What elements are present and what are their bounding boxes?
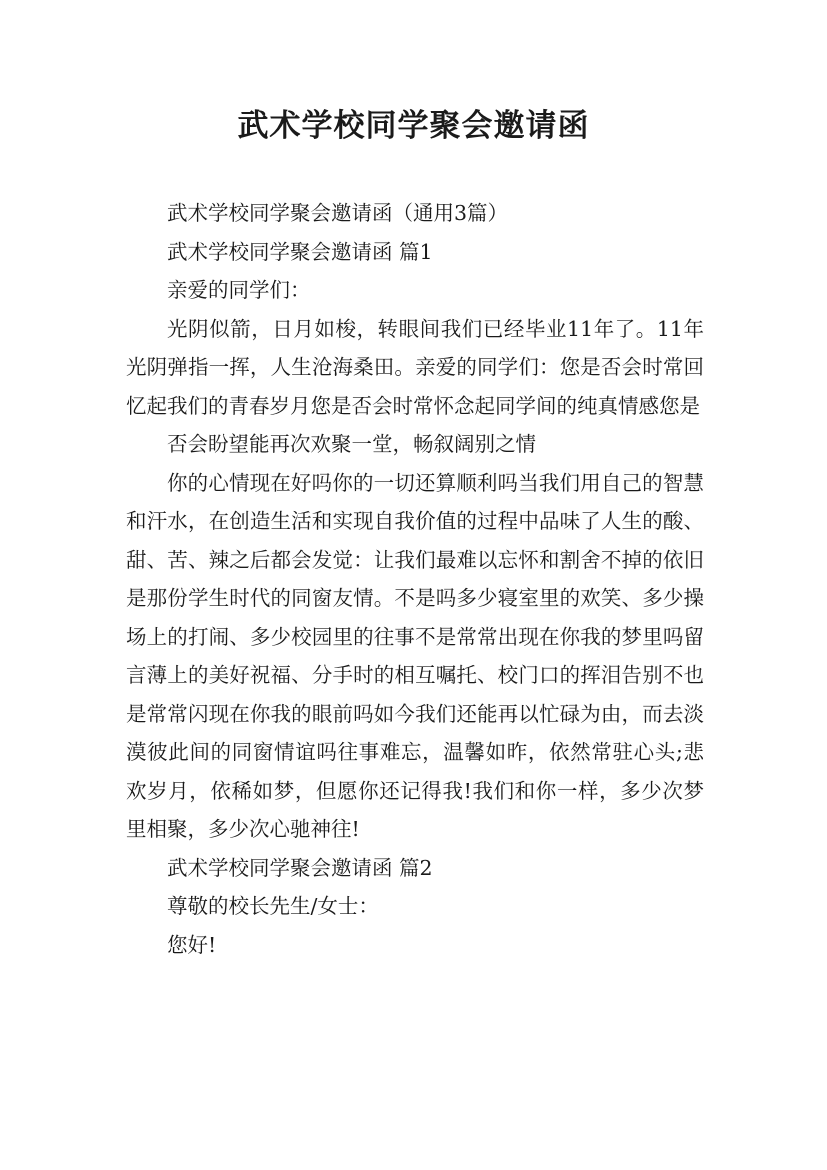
paragraph-body-1: 光阴似箭，日月如梭，转眼间我们已经毕业11年了。11年光阴弹指一挥，人生沧海桑田。亲爱的同学们：您是否会时常回忆起我们的青春岁月您是否会时常怀念起同学间的纯真情感您是 xyxy=(126,316,704,418)
paragraph-body-3: 你的心情现在好吗你的一切还算顺利吗当我们用自己的智慧和汗水，在创造生活和实现自我价值的过程中品味了人生的酸、甜、苦、辣之后都会发觉：让我们最难以忘怀和割舍不掉的依旧是那份学生时代的同窗友情。不是吗多少寝室里的欢笑、多少操场上的打闹、多少校园里的往事不是常常出现在你我的梦里吗留言薄上的美好祝福、分手时的相互嘱托、校门口的挥泪告别不也是常常闪现在你我的眼前吗如今我们还能再以忙碌为由，而去淡漠彼此间的同窗情谊吗往事难忘，温馨如昨，依然常驻心头;悲欢岁月，依稀如梦，但愿你还记得我!我们和你一样，多少次梦里相聚，多少次心驰神往! xyxy=(126,470,704,841)
paragraph-salutation-2: 尊敬的校长先生/女士： xyxy=(167,894,379,918)
paragraph-section-heading-1: 武术学校同学聚会邀请函 篇1 xyxy=(167,239,433,264)
paragraph-body-2: 否会盼望能再次欢聚一堂，畅叙阔别之情 xyxy=(167,432,536,456)
paragraph-salutation-1: 亲爱的同学们： xyxy=(167,278,311,302)
document-title: 武术学校同学聚会邀请函 xyxy=(237,108,590,144)
document-body xyxy=(126,194,704,964)
paragraph-greeting: 您好! xyxy=(167,932,217,957)
paragraph-subtitle: 武术学校同学聚会邀请函（通用3篇） xyxy=(167,201,509,225)
paragraph-section-heading-2: 武术学校同学聚会邀请函 篇2 xyxy=(167,855,433,880)
